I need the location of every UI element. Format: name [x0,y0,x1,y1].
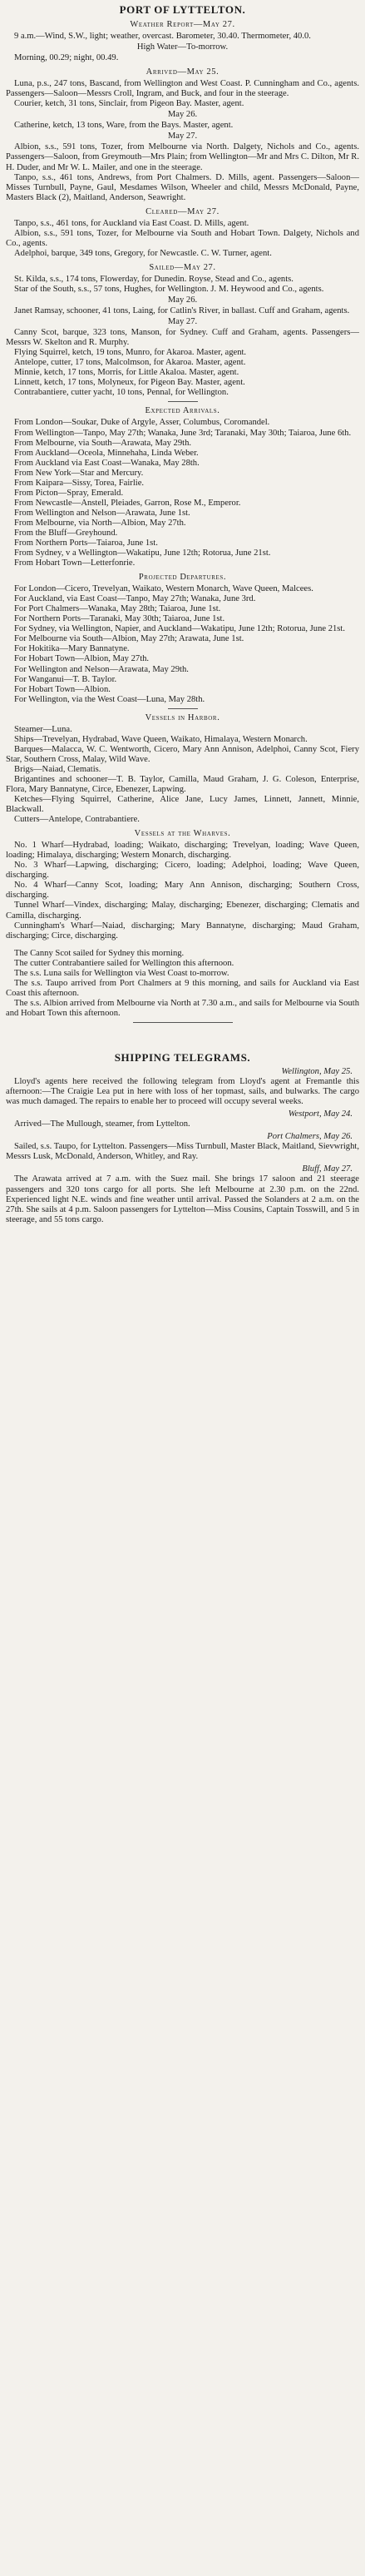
arrival-entry: Luna, p.s., 247 tons, Bascand, from Wellington and West Coast. P. Cunningham and Co., agents. Passengers—Saloon—Messrs Croll, Ingram, and Buck, and four in the steerage. [6,79,359,99]
cleared-heading: Cleared—May 27. [146,206,219,216]
arrival-entry: Tanpo, s.s., 461 tons, Andrews, from Port Chalmers. D. Mills, agent. Passengers—Saloon—Misses Turnbull, Payne, Gaul, Mesdames Wilson, Wheeler and child, Messrs McDonald, Payne, Masters Black (2), Maitland, Anderson, Seawright. [6,172,359,202]
projected-entry: For Wellington and Nelson—Arawata, May 29th. [14,664,189,674]
projected-entry: For Northern Ports—Taranaki, May 30th; Taiaroa, June 1st. [14,614,225,624]
shipping-note: The s.s. Luna sails for Wellington via West Coast to-morrow. [14,968,229,978]
harbor-entry: Steamer—Luna. [14,724,72,734]
projected-entry: For Sydney, via Wellington, Napier, and Auckland—Wakatipu, June 12th; Rotorua, June 21st. [14,624,346,634]
sailed-entry: Contrabantiere, cutter yacht, 10 tons, Pennal, for Wellington. [14,388,229,398]
section-divider [168,401,198,402]
harbor-entry: Cutters—Antelope, Contrabantiere. [14,815,140,825]
shipping-note: The s.s. Taupo arrived from Port Chalmers at 9 this morning, and sails for Auckland via East Coast this afternoon. [6,978,359,998]
cleared-entry: Tanpo, s.s., 461 tons, for Auckland via East Coast. D. Mills, agent. [14,218,249,228]
expected-entry: From Hobart Town—Letterfonrie. [14,558,136,568]
shipping-note: The s.s. Albion arrived from Melbourne via North at 7.30 a.m., and sails for Melbourne via South and Hobart Town this afternoon. [6,998,359,1018]
high-water-heading: High Water—To-morrow. [136,42,229,52]
harbor-entry: Ships—Trevelyan, Hydrabad, Wave Queen, Waikato, Himalaya, Western Monarch. [14,734,308,744]
harbor-entry: Barques—Malacca, W. C. Wentworth, Cicero, Mary Ann Annison, Adelphoi, Canny Scot, Fiery Star, Southern Cross, Malay, Wild Wave. [6,744,359,764]
sailed-heading: Sailed—May 27. [149,262,216,272]
shipping-note: The Canny Scot sailed for Sydney this morning. [14,948,185,958]
telegram-body: Sailed, s.s. Taupo, for Lyttelton. Passengers—Miss Turnbull, Master Black, Maitland, Sievwright, Messrs Lusk, McDonald, Anderson, Whitley, and Ray. [6,1142,359,1162]
expected-entry: From Melbourne, via North—Albion, May 27th. [14,518,186,528]
vessels-in-harbor-heading: Vessels in Harbor. [145,712,220,722]
expected-entry: From Sydney, v a Wellington—Wakatipu, June 12th; Rotorua, June 21st. [14,548,271,558]
expected-entry: From London—Soukar, Duke of Argyle, Asser, Columbus, Coromandel. [14,418,270,428]
projected-entry: For Melbourne via South—Albion, May 27th; Arawata, June 1st. [14,634,244,644]
sailed-entry: St. Kilda, s.s., 174 tons, Flowerday, for Dunedin. Royse, Stead and Co., agents. [14,274,293,284]
sailed-entry: Canny Scot, barque, 323 tons, Manson, for Sydney. Cuff and Graham, agents. Passengers—Messrs W. Skelton and R. Murphy. [6,328,359,348]
weather-line: 9 a.m.—Wind, S.W., light; weather, overcast. Barometer, 30.40. Thermometer, 40.0. [14,32,311,41]
projected-departures-heading: Projected Departures. [138,573,227,583]
wharf-entry: No. 3 Wharf—Lapwing, discharging; Cicero, loading; Adelphoi, loading; Wave Queen, discharging. [6,861,359,881]
expected-entry: From Auckland via East Coast—Wanaka, May 28th. [14,458,200,468]
cleared-entry: Adelphoi, barque, 349 tons, Gregory, for Newcastle. C. W. Turner, agent. [14,248,272,258]
projected-entry: For Hokitika—Mary Bannatyne. [14,644,130,654]
arrived-heading: Arrived—May 25. [146,67,219,77]
telegram-body: Arrived—The Mullough, steamer, from Lyttelton. [14,1119,190,1129]
wharf-entry: Tunnel Wharf—Vindex, discharging; Malay, discharging; Ebenezer, discharging; Clematis and Camilla, discharging. [6,901,359,921]
projected-entry: For Port Chalmers—Wanaka, May 28th; Taiaroa, June 1st. [14,604,221,614]
spacer [6,941,359,949]
harbor-entry: Brigs—Naiad, Clematis. [14,764,101,774]
wharf-entry: No. 1 Wharf—Hydrabad, loading; Waikato, discharging; Trevelyan, loading; Wave Queen, loading; Himalaya, discharging; Western Monarch, discharging. [6,841,359,861]
expected-entry: From Melbourne, via South—Arawata, May 29th. [14,438,192,448]
expected-entry: From Wellington—Tanpo, May 27th; Wanaka, June 3rd; Taranaki, May 30th; Taiaroa, June 6th. [14,428,352,438]
sailed-entry: Flying Squirrel, ketch, 19 tons, Munro, for Akaroa. Master, agent. [14,348,247,358]
expected-arrivals-heading: Expected Arrivals. [145,406,220,416]
expected-entry: From Auckland—Oceola, Minnehaha, Linda Weber. [14,448,199,458]
projected-entry: For Wellington, via the West Coast—Luna, May 28th. [14,694,205,704]
section-divider [168,708,198,709]
telegram-dateline: Wellington, May 25. [281,1066,353,1076]
telegram-body: The Arawata arrived at 7 a.m. with the Suez mail. She brings 17 saloon and 21 steerage passengers and 320 tons cargo for all ports. She left Melbourne at 2.30 p.m. on the 22nd. Experienced light N.E. winds and fine weather until arrival. Passed the Solanders at 2 a.m. on the 27th. She sails at 4 p.m. Saloon passengers for Lyttelton—Miss Cousins, Captain Tosswill, and 5 in steerage, and 55 tons cargo. [6,1174,359,1224]
harbor-entry: Ketches—Flying Squirrel, Catherine, Alice Jane, Lucy James, Linnett, Jannett, Minnie, Blackwall. [6,795,359,815]
weather-report-heading: Weather Report—May 27. [130,20,235,29]
expected-entry: From the Bluff—Greyhound. [14,528,118,538]
sailed-entry: Star of the South, s.s., 57 tons, Hughes, for Wellington. J. M. Heywood and Co., agents. [14,284,324,294]
wharf-entry: Cunningham's Wharf—Naiad, discharging; Mary Bannatyne, discharging; Maud Graham, discharging; Circe, discharging. [6,921,359,941]
arrival-entry: Albion, s.s., 591 tons, Tozer, from Melbourne via North. Dalgety, Nichols and Co., agents. Passengers—Saloon, from Greymouth—Mrs Plain; from Wellington—Mr and Mrs C. Dilton, Mr R. H. Duder, and Mr W. L. Mailer, and one in the steerage. [6,142,359,172]
projected-entry: For London—Cicero, Trevelyan, Waikato, Western Monarch, Wave Queen, Malcees. [14,584,313,594]
projected-entry: For Wanganui—T. B. Taylor. [14,674,117,684]
date-subheading: May 27. [167,317,198,327]
telegram-dateline: Port Chalmers, May 26. [267,1132,353,1142]
telegram-body: Lloyd's agents here received the following telegram from Lloyd's agent at Fremantle this afternoon:—The Craigie Lea put in here with loss of her topmast, sails, and bulwarks. The cargo was much damaged. The repairs to enable her to proceed will occupy several weeks. [6,1077,359,1107]
sailed-entry: Linnett, ketch, 17 tons, Molyneux, for Pigeon Bay. Master, agent. [14,378,245,388]
date-subheading: May 26. [167,110,198,120]
shipping-note: The cutter Contrabantiere sailed for Wellington this afternoon. [14,958,234,968]
expected-entry: From Northern Ports—Taiaroa, June 1st. [14,539,158,548]
harbor-entry: Brigantines and schooner—T. B. Taylor, Camilla, Maud Graham, J. G. Coleson, Enterprise, Flora, Mary Bannatyne, Circe, Ebenezer, Lapwing. [6,774,359,794]
sailed-entry: Antelope, cutter, 17 tons, Malcolmson, for Akaroa. Master, agent. [14,358,246,368]
projected-entry: For Hobart Town—Albion, May 27th. [14,654,150,664]
vessels-at-wharves-heading: Vessels at the Wharves. [134,829,231,839]
shipping-telegrams-title: SHIPPING TELEGRAMS. [114,1050,251,1064]
expected-entry: From Wellington and Nelson—Arawata, June 1st. [14,508,190,518]
port-of-lyttelton-title: PORT OF LYTTELTON. [119,3,246,16]
sailed-entry: Janet Ramsay, schooner, 41 tons, Laing, for Catlin's River, in ballast. Cuff and Graham, agents. [14,306,350,316]
high-water-times: Morning, 00.29; night, 00.49. [14,53,119,63]
date-subheading: May 27. [167,132,198,141]
date-subheading: May 26. [167,295,198,305]
telegram-dateline: Bluff, May 27. [302,1164,353,1174]
expected-entry: From Kaipara—Sissy, Torea, Fairlie. [14,478,145,488]
arrival-entry: Courier, ketch, 31 tons, Sinclair, from Pigeon Bay. Master, agent. [14,99,244,109]
section-divider [133,1022,233,1023]
telegram-dateline: Westport, May 24. [288,1109,353,1119]
newspaper-column [0,0,365,1225]
cleared-entry: Albion, s.s., 591 tons, Tozer, for Melbourne via South and Hobart Town. Dalgety, Nichols and Co., agents. [6,228,359,248]
expected-entry: From Newcastle—Anstell, Pleiades, Garron, Rose M., Emperor. [14,498,241,508]
expected-entry: From Picton—Spray, Emerald. [14,488,124,498]
sailed-entry: Minnie, ketch, 17 tons, Morris, for Little Akaloa. Master, agent. [14,368,239,378]
arrival-entry: Catherine, ketch, 13 tons, Ware, from the Bays. Master, agent. [14,121,234,131]
wharf-entry: No. 4 Wharf—Canny Scot, loading; Mary Ann Annison, discharging; Southern Cross, discharging. [6,881,359,901]
projected-entry: For Hobart Town—Albion. [14,684,111,694]
projected-entry: For Auckland, via East Coast—Tanpo, May 27th; Wanaka, June 3rd. [14,594,256,604]
expected-entry: From New York—Star and Mercury. [14,468,144,478]
